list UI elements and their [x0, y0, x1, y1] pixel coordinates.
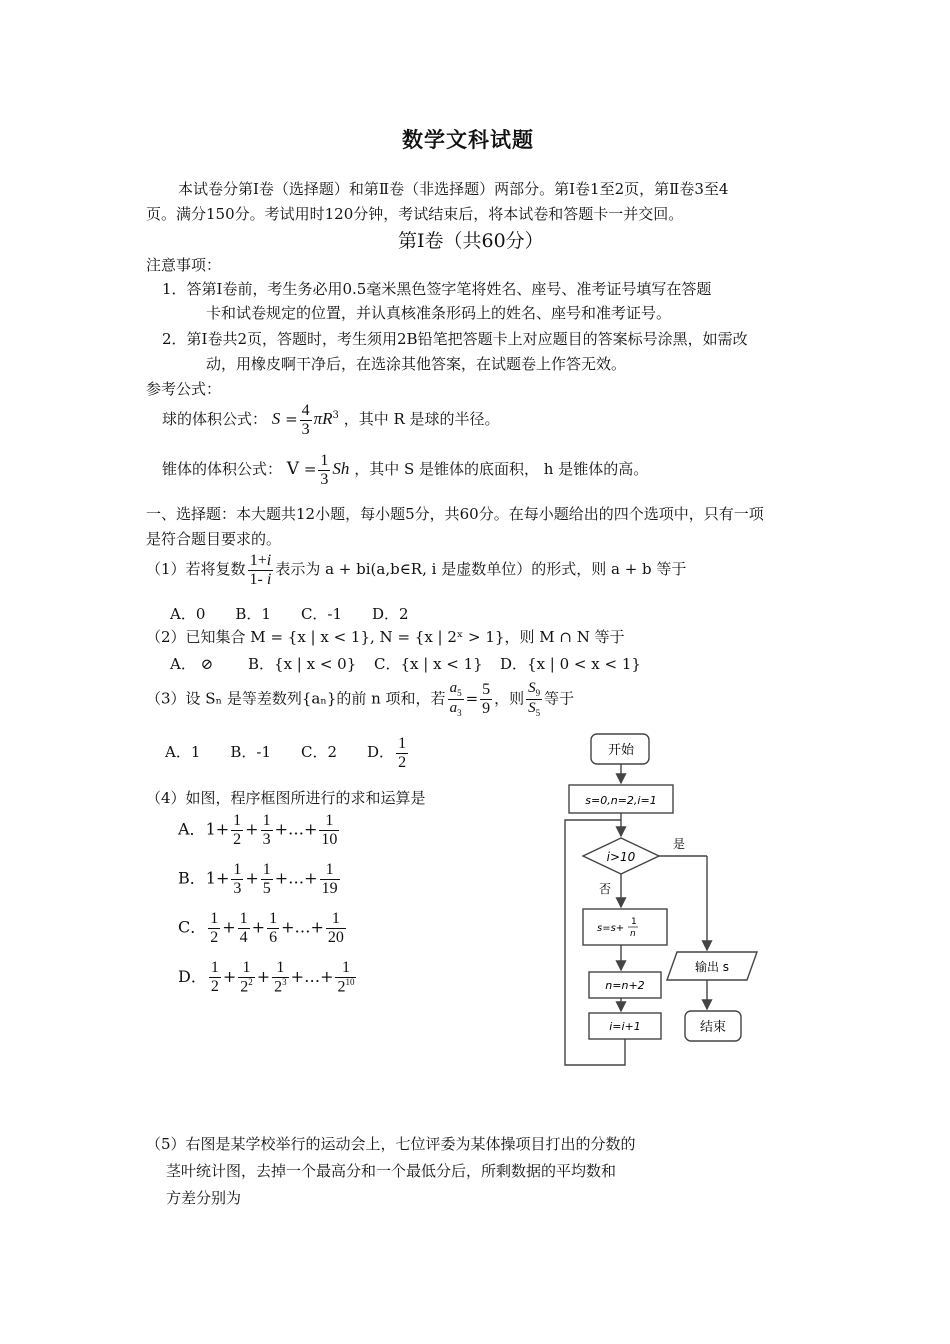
q4-option-c: C． $\frac{1}{2}$ + $\frac{1}{4}$ + $\frac{1}{6}$ +…+ $\frac{1}{20}$ [178, 910, 344, 946]
q5-line-1: （5）右图是某学校举行的运动会上，七位评委为某体操项目打出的分数的 [146, 1135, 636, 1153]
cone-label: 锥体的体积公式： [162, 460, 283, 479]
q2-option-d: D．{x | 0 < x < 1} [500, 655, 641, 673]
q5-line-2: 茎叶统计图，去掉一个最高分和一个最低分后，所剩数据的平均数和 [166, 1162, 617, 1180]
q2-option-c: C．{x | x < 1} [374, 655, 483, 673]
cone-tail: ，其中 S 是锥体的底面积， h 是锥体的高。 [354, 460, 649, 479]
part1-line-2: 是符合题目要求的。 [146, 530, 282, 548]
sphere-formula: 球的体积公式： S = $\frac{4}{3}$ $\pi R^3$ ，其中 R 是球的半径。 [162, 402, 500, 438]
q2-option-b: B．{x | x < 0} [248, 655, 357, 673]
page-title: 数学文科试题 [402, 127, 534, 152]
update-s-text: s=s+ [597, 923, 625, 934]
update-s-frac-den: n [630, 929, 636, 939]
no-label: 否 [599, 882, 612, 896]
update-n-text: n=n+2 [605, 979, 645, 992]
flowchart [555, 728, 765, 1073]
question-4: （4）如图，程序框图所进行的求和运算是 [146, 789, 426, 807]
notes-heading: 注意事项： [146, 256, 222, 274]
question-3: （3）设 Sₙ 是等差数列{aₙ}的前 n 项和，若 $\frac{a_5}{a_3}$ = $\frac{5}{9}$ ，则 $\frac{S_9}{S_5}$ 等于 [146, 680, 575, 718]
q4-option-d: D． $\frac{1}{2}$ + $\frac{1}{2^2}$ + $\frac{1}{2^3}$ +…+ $\frac{1}{2^{10}}$ [178, 959, 355, 995]
question-1: （1）若将复数 $\frac{1+i}{1- i}$ 表示为 a + bi(a,b∈R, i 是虚数单位）的形式，则 a + b 等于 [146, 552, 687, 588]
note-2b: 动，用橡皮啊干净后，在选涂其他答案，在试题卷上作答无效。 [206, 355, 627, 373]
q5-line-3: 方差分别为 [166, 1189, 242, 1207]
sphere-label: 球的体积公式： [162, 410, 268, 429]
condition-text: i>10 [606, 850, 636, 864]
q2-option-a: A． ⊘ [170, 655, 214, 673]
update-s-box [583, 909, 667, 945]
part1-line-1: 一、选择题：本大题共12小题，每小题5分，共60分。在每小题给出的四个选项中，只有一项 [146, 505, 764, 523]
q1-options: A．0 B．1 C．-1 D．2 [170, 605, 409, 623]
note-2a: 2．第Ⅰ卷共2页，答题时，考生须用2B铅笔把答题卡上对应题目的答案标号涂黑，如需改 [162, 330, 748, 348]
update-i-text: i=i+1 [609, 1020, 641, 1033]
q4-option-a: A．1+ $\frac{1}{2}$ + $\frac{1}{3}$ +…+ $\frac{1}{10}$ [178, 812, 338, 848]
sphere-tail: ，其中 R 是球的半径。 [343, 410, 500, 429]
section-1-title: 第Ⅰ卷（共60分） [398, 230, 544, 252]
intro-line-2: 页。满分150分。考试用时120分钟，考试结束后，将本试卷和答题卡一并交回。 [146, 205, 684, 223]
question-2: （2）已知集合 M = {x | x < 1}, N = {x | 2ˣ > 1}，则 M ∩ N 等于 [146, 628, 625, 646]
intro-line-1: 本试卷分第Ⅰ卷（选择题）和第Ⅱ卷（非选择题）两部分。第Ⅰ卷1至2页，第Ⅱ卷3至4 [178, 180, 729, 198]
note-1a: 1．答第Ⅰ卷前，考生务必用0.5毫米黑色签字笔将姓名、座号、准考证号填写在答题 [162, 280, 712, 298]
formulas-heading: 参考公式： [146, 380, 222, 398]
init-text: s=0,n=2,i=1 [585, 794, 657, 807]
end-text: 结束 [699, 1020, 727, 1035]
yes-label: 是 [673, 837, 686, 851]
note-1b: 卡和试卷规定的位置，并认真核准条形码上的姓名、座号和准考证号。 [206, 304, 672, 322]
q4-option-b: B．1+ $\frac{1}{3}$ + $\frac{1}{5}$ +…+ $\frac{1}{19}$ [178, 861, 338, 897]
cone-formula: 锥体的体积公式： V = $\frac{1}{3}$ Sh ，其中 S 是锥体的底面积， h 是锥体的高。 [162, 452, 649, 488]
output-text: 输出 s [694, 960, 730, 974]
start-text: 开始 [607, 743, 635, 758]
q3-options: A．1 B．-1 C．2 D． $\frac{1}{2}$ [165, 735, 407, 771]
update-s-frac-num: 1 [631, 917, 637, 927]
